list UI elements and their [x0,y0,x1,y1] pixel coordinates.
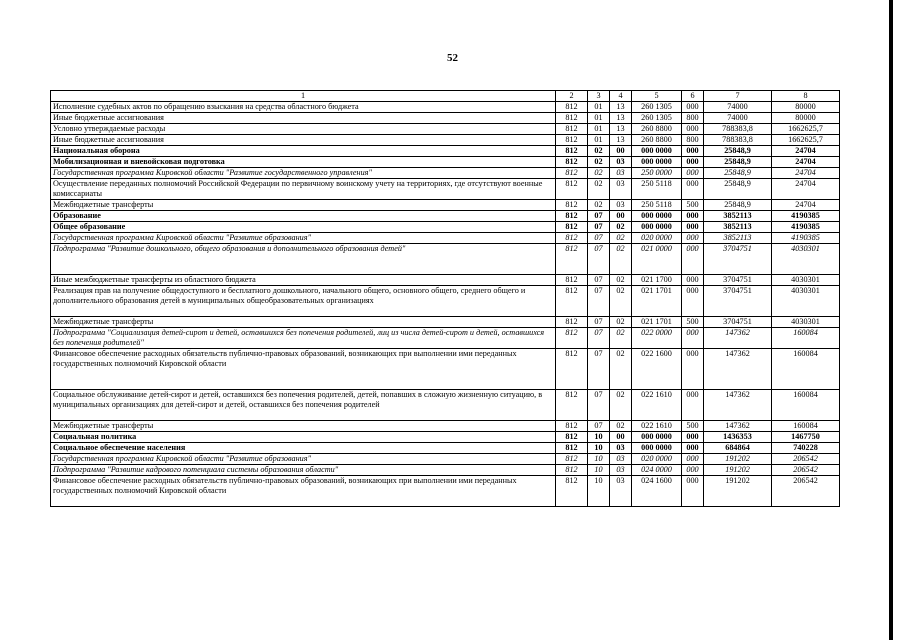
section-cell: 07 [588,233,610,244]
section-cell: 07 [588,275,610,286]
expense-type-cell: 000 [682,233,704,244]
target-article-cell: 024 1600 [632,476,682,507]
amount-year2-cell: 24704 [772,157,840,168]
amount-year2-cell: 24704 [772,179,840,200]
expense-type-cell: 000 [682,157,704,168]
section-cell: 10 [588,454,610,465]
amount-year2-cell: 4030301 [772,275,840,286]
amount-year2-cell: 4030301 [772,244,840,275]
section-cell: 01 [588,102,610,113]
amount-year1-cell: 147362 [704,349,772,390]
header-cell: 5 [632,91,682,102]
row-name-cell: Подпрограмма "Социализация детей-сирот и детей, оставшихся без попечения родителей, лиц из числа детей-сирот и детей, оставшихся без попечения родителей" [51,328,556,349]
target-article-cell: 260 8800 [632,135,682,146]
section-cell: 10 [588,465,610,476]
row-name-cell: Государственная программа Кировской области "Развитие государственного управления" [51,168,556,179]
target-article-cell: 250 0000 [632,168,682,179]
expense-type-cell: 000 [682,211,704,222]
section-cell: 01 [588,113,610,124]
amount-year2-cell: 4190385 [772,222,840,233]
amount-year2-cell: 4190385 [772,233,840,244]
subsection-cell: 03 [610,454,632,465]
amount-year1-cell: 25848,9 [704,157,772,168]
subsection-cell: 00 [610,146,632,157]
table-row [51,349,840,390]
expense-type-cell: 000 [682,146,704,157]
admin-code-cell: 812 [556,168,588,179]
amount-year2-cell: 740228 [772,443,840,454]
subsection-cell: 13 [610,102,632,113]
target-article-cell: 000 0000 [632,222,682,233]
amount-year1-cell: 147362 [704,390,772,421]
amount-year1-cell: 191202 [704,476,772,507]
expense-type-cell: 000 [682,286,704,317]
table-row [51,222,840,233]
amount-year2-cell: 24704 [772,146,840,157]
amount-year1-cell: 3704751 [704,286,772,317]
amount-year2-cell: 4030301 [772,286,840,317]
target-article-cell: 022 1610 [632,390,682,421]
row-name-cell: Социальная политика [51,432,556,443]
admin-code-cell: 812 [556,113,588,124]
table-row [51,102,840,113]
subsection-cell: 02 [610,317,632,328]
section-cell: 07 [588,211,610,222]
header-cell: 7 [704,91,772,102]
target-article-cell: 020 0000 [632,233,682,244]
table-row [51,135,840,146]
table-row [51,390,840,421]
table-row [51,179,840,200]
expense-type-cell: 500 [682,421,704,432]
amount-year1-cell: 25848,9 [704,168,772,179]
table-row [51,157,840,168]
subsection-cell: 02 [610,286,632,317]
subsection-cell: 03 [610,443,632,454]
amount-year2-cell: 206542 [772,454,840,465]
section-cell: 07 [588,222,610,233]
section-cell: 07 [588,421,610,432]
row-name-cell: Образование [51,211,556,222]
section-cell: 02 [588,146,610,157]
table-row [51,432,840,443]
target-article-cell: 021 1701 [632,286,682,317]
subsection-cell: 02 [610,328,632,349]
target-article-cell: 021 0000 [632,244,682,275]
admin-code-cell: 812 [556,454,588,465]
section-cell: 02 [588,168,610,179]
target-article-cell: 000 0000 [632,146,682,157]
section-cell: 01 [588,124,610,135]
subsection-cell: 03 [610,157,632,168]
subsection-cell: 02 [610,222,632,233]
amount-year1-cell: 147362 [704,421,772,432]
subsection-cell: 00 [610,432,632,443]
row-name-cell: Государственная программа Кировской области "Развитие образования" [51,454,556,465]
table-row [51,244,840,275]
amount-year1-cell: 3704751 [704,244,772,275]
admin-code-cell: 812 [556,432,588,443]
section-cell: 10 [588,443,610,454]
section-cell: 02 [588,179,610,200]
expense-type-cell: 000 [682,443,704,454]
subsection-cell: 00 [610,211,632,222]
header-cell: 8 [772,91,840,102]
table-row [51,317,840,328]
subsection-cell: 13 [610,113,632,124]
amount-year1-cell: 191202 [704,454,772,465]
expense-type-cell: 000 [682,102,704,113]
table-row [51,211,840,222]
table-row [51,200,840,211]
section-cell: 10 [588,432,610,443]
target-article-cell: 024 0000 [632,465,682,476]
amount-year2-cell: 4190385 [772,211,840,222]
expense-type-cell: 500 [682,317,704,328]
amount-year2-cell: 1662625,7 [772,135,840,146]
amount-year1-cell: 3852113 [704,233,772,244]
target-article-cell: 021 1700 [632,275,682,286]
header-cell: 1 [51,91,556,102]
expense-type-cell: 000 [682,222,704,233]
admin-code-cell: 812 [556,135,588,146]
admin-code-cell: 812 [556,390,588,421]
admin-code-cell: 812 [556,211,588,222]
amount-year1-cell: 25848,9 [704,200,772,211]
table-row [51,124,840,135]
section-cell: 01 [588,135,610,146]
target-article-cell: 022 1610 [632,421,682,432]
target-article-cell: 020 0000 [632,454,682,465]
expense-type-cell: 000 [682,432,704,443]
admin-code-cell: 812 [556,317,588,328]
amount-year2-cell: 24704 [772,200,840,211]
amount-year2-cell: 4030301 [772,317,840,328]
amount-year2-cell: 206542 [772,476,840,507]
table-row [51,454,840,465]
budget-table-container [50,90,839,507]
row-name-cell: Межбюджетные трансферты [51,200,556,211]
section-cell: 02 [588,157,610,168]
row-name-cell: Государственная программа Кировской области "Развитие образования" [51,233,556,244]
header-cell: 3 [588,91,610,102]
section-cell: 07 [588,317,610,328]
admin-code-cell: 812 [556,146,588,157]
subsection-cell: 02 [610,233,632,244]
table-row [51,421,840,432]
table-header-row [51,91,840,102]
row-name-cell: Общее образование [51,222,556,233]
expense-type-cell: 000 [682,349,704,390]
expense-type-cell: 000 [682,476,704,507]
header-cell: 4 [610,91,632,102]
target-article-cell: 000 0000 [632,211,682,222]
target-article-cell: 260 8800 [632,124,682,135]
amount-year1-cell: 684864 [704,443,772,454]
section-cell: 07 [588,349,610,390]
subsection-cell: 02 [610,421,632,432]
subsection-cell: 13 [610,124,632,135]
amount-year2-cell: 160084 [772,328,840,349]
row-name-cell: Иные бюджетные ассигнования [51,135,556,146]
expense-type-cell: 000 [682,124,704,135]
subsection-cell: 03 [610,465,632,476]
amount-year2-cell: 80000 [772,113,840,124]
row-name-cell: Мобилизационная и вневойсковая подготовка [51,157,556,168]
subsection-cell: 13 [610,135,632,146]
target-article-cell: 022 0000 [632,328,682,349]
expense-type-cell: 000 [682,179,704,200]
amount-year1-cell: 788383,8 [704,135,772,146]
subsection-cell: 02 [610,244,632,275]
amount-year2-cell: 160084 [772,349,840,390]
table-row [51,465,840,476]
admin-code-cell: 812 [556,157,588,168]
amount-year2-cell: 160084 [772,390,840,421]
admin-code-cell: 812 [556,244,588,275]
admin-code-cell: 812 [556,124,588,135]
expense-type-cell: 000 [682,390,704,421]
table-row [51,286,840,317]
header-cell: 2 [556,91,588,102]
table-row [51,146,840,157]
amount-year2-cell: 1467750 [772,432,840,443]
target-article-cell: 021 1701 [632,317,682,328]
row-name-cell: Условно утверждаемые расходы [51,124,556,135]
admin-code-cell: 812 [556,443,588,454]
admin-code-cell: 812 [556,200,588,211]
section-cell: 07 [588,244,610,275]
table-row [51,233,840,244]
row-name-cell: Межбюджетные трансферты [51,421,556,432]
admin-code-cell: 812 [556,102,588,113]
expense-type-cell: 000 [682,328,704,349]
row-name-cell: Подпрограмма "Развитие дошкольного, общего образования и дополнительного образования детей" [51,244,556,275]
table-row [51,443,840,454]
section-cell: 07 [588,286,610,317]
row-name-cell: Иные бюджетные ассигнования [51,113,556,124]
header-cell: 6 [682,91,704,102]
expense-type-cell: 800 [682,135,704,146]
subsection-cell: 03 [610,168,632,179]
section-cell: 07 [588,328,610,349]
target-article-cell: 250 5118 [632,179,682,200]
amount-year1-cell: 147362 [704,328,772,349]
amount-year2-cell: 160084 [772,421,840,432]
target-article-cell: 260 1305 [632,113,682,124]
target-article-cell: 260 1305 [632,102,682,113]
amount-year1-cell: 3852113 [704,222,772,233]
amount-year2-cell: 24704 [772,168,840,179]
row-name-cell: Реализация прав на получение общедоступного и бесплатного дошкольного, начального общего, основного общего, среднего общего и дополнительного образования детей в муниципальных общеобразовательных организациях [51,286,556,317]
section-cell: 10 [588,476,610,507]
table-row [51,275,840,286]
section-cell: 02 [588,200,610,211]
budget-table-body [51,91,840,507]
amount-year1-cell: 74000 [704,113,772,124]
table-row [51,113,840,124]
row-name-cell: Подпрограмма "Развитие кадрового потенциала системы образования области" [51,465,556,476]
page-number: 52 [447,52,458,64]
row-name-cell: Социальное обслуживание детей-сирот и детей, оставшихся без попечения родителей, детей, попавших в сложную жизненную ситуацию, в муниципальных организациях для детей-сирот и детей, оставшихся без попечения родителей [51,390,556,421]
admin-code-cell: 812 [556,328,588,349]
table-row [51,476,840,507]
admin-code-cell: 812 [556,286,588,317]
subsection-cell: 03 [610,179,632,200]
amount-year2-cell: 80000 [772,102,840,113]
expense-type-cell: 800 [682,113,704,124]
amount-year1-cell: 1436353 [704,432,772,443]
row-name-cell: Социальное обеспечение населения [51,443,556,454]
amount-year2-cell: 1662625,7 [772,124,840,135]
row-name-cell: Финансовое обеспечение расходных обязательств публично-правовых образований, возникающих при выполнении ими переданных государственных полномочий Кировской области [51,349,556,390]
admin-code-cell: 812 [556,233,588,244]
expense-type-cell: 000 [682,168,704,179]
target-article-cell: 000 0000 [632,157,682,168]
amount-year1-cell: 3852113 [704,211,772,222]
admin-code-cell: 812 [556,222,588,233]
target-article-cell: 250 5118 [632,200,682,211]
target-article-cell: 000 0000 [632,443,682,454]
amount-year1-cell: 3704751 [704,275,772,286]
subsection-cell: 02 [610,275,632,286]
expense-type-cell: 000 [682,454,704,465]
admin-code-cell: 812 [556,349,588,390]
section-cell: 07 [588,390,610,421]
page-edge-bar [889,0,893,640]
amount-year1-cell: 25848,9 [704,146,772,157]
row-name-cell: Финансовое обеспечение расходных обязательств публично-правовых образований, возникающих при выполнении ими переданных государственных полномочий Кировской области [51,476,556,507]
admin-code-cell: 812 [556,421,588,432]
expense-type-cell: 000 [682,275,704,286]
amount-year1-cell: 74000 [704,102,772,113]
row-name-cell: Иные межбюджетные трансферты из областного бюджета [51,275,556,286]
amount-year1-cell: 25848,9 [704,179,772,200]
admin-code-cell: 812 [556,275,588,286]
admin-code-cell: 812 [556,476,588,507]
expense-type-cell: 000 [682,465,704,476]
subsection-cell: 03 [610,476,632,507]
amount-year2-cell: 206542 [772,465,840,476]
amount-year1-cell: 3704751 [704,317,772,328]
target-article-cell: 000 0000 [632,432,682,443]
expense-type-cell: 000 [682,244,704,275]
budget-table [50,90,840,507]
expense-type-cell: 500 [682,200,704,211]
amount-year1-cell: 191202 [704,465,772,476]
target-article-cell: 022 1600 [632,349,682,390]
amount-year1-cell: 788383,8 [704,124,772,135]
subsection-cell: 03 [610,200,632,211]
table-row [51,328,840,349]
subsection-cell: 02 [610,390,632,421]
table-row [51,168,840,179]
row-name-cell: Межбюджетные трансферты [51,317,556,328]
row-name-cell: Осуществление переданных полномочий Российской Федерации по первичному воинскому учету на территориях, где отсутствуют военные комиссариаты [51,179,556,200]
row-name-cell: Исполнение судебных актов по обращению взыскания на средства областного бюджета [51,102,556,113]
row-name-cell: Национальная оборона [51,146,556,157]
admin-code-cell: 812 [556,465,588,476]
subsection-cell: 02 [610,349,632,390]
admin-code-cell: 812 [556,179,588,200]
